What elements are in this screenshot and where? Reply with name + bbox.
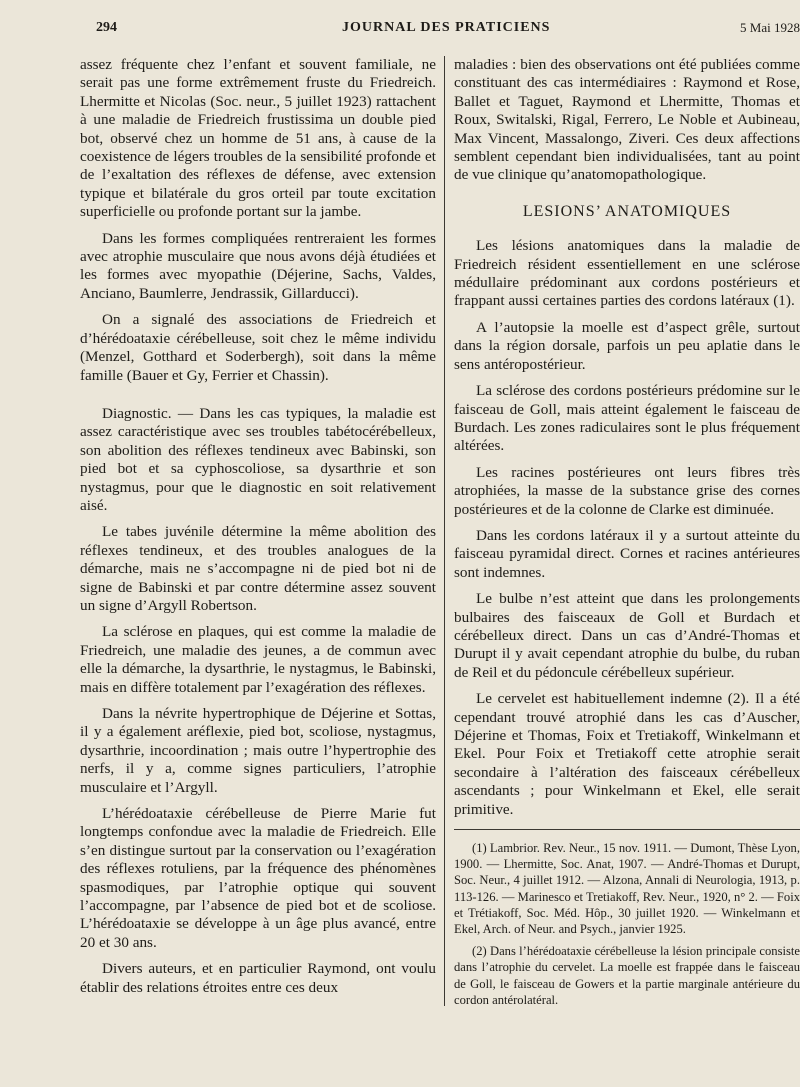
paragraph-nevrite: Dans la névrite hypertrophique de Déjerine et Sottas, il y a également aréflexie, pied bot, scoliose, nystagmus, dysarthrie, incoordination ; mais outre l’hypertrophie des nerfs, il y a, comme signes particuliers, l’atrophie musculaire et l’Argyll.: [80, 705, 436, 796]
paragraph-diagnostic: Diagnostic. — Dans les cas typiques, la maladie est assez caractéristique avec ses troubles tabétocérébelleux, son abolition des réflexes tendineux avec Babinski, son pied bot et sa cyphoscoliose, sa dysarthrie et son nystagmus, pour que le diagnostic en soit relativement aisé.: [80, 404, 436, 514]
column-divider: [444, 56, 445, 1006]
running-header: [86, 20, 800, 42]
paragraph-cas-intermediaires: maladies : bien des observations ont été publiées comme constituant des cas intermédiaires : Raymond et Rose, Ballet et Taguet, Raymond et Lhermitte, Thomas et Roux, Switalski, Rigal, Ferrero, Le Noble et Aubineau, Max Vincent, Massalongo, Ziveri. Ces deux affections semblent cependant bien individualisées, tant au point de vue clinique qu’anatomopathologique.: [454, 56, 800, 184]
paragraph-cervelet: Le cervelet est habituellement indemne (2). Il a été cependant trouvé atrophié dans les cas d’Auscher, Déjerine et Thomas, Foix et Tretiakoff, Winkelmann et Ekel. Pour Foix et Tretiakoff cette atrophie serait secondaire à l’altération des faisceaux cérébelleux ascendants ; pour Winkelmann et Ekel, elle serait primitive.: [454, 690, 800, 818]
paragraph-formes-compliquees: Dans les formes compliquées rentreraient les formes avec atrophie musculaire que nous avons déjà étudiées et les formes avec myopathie (Déjerine, Sachs, Valdes, Anciano, Baumlerre, Jendrassik, Gillarducci).: [80, 229, 436, 302]
paragraph-divers-auteurs: Divers auteurs, et en particulier Raymond, ont voulu établir des relations étroites entre ces deux: [80, 960, 436, 996]
paragraph-autopsie: A l’autopsie la moelle est d’aspect grêle, surtout dans la région dorsale, parfois un peu aplatie dans le sens antéropostérieur.: [454, 318, 800, 373]
page-number: 294: [96, 20, 117, 35]
paragraph-lhermitte-nicolas: assez fréquente chez l’enfant et souvent familiale, ne serait pas une forme extrêmement fruste du Friedreich. Lhermitte et Nicolas (Soc. neur., 5 juillet 1923) rattachent à une maladie de Friedreich frustissima un double pied bot, observé chez un homme de 51 ans, à cause de la coexistence de légers troubles de la sensibilité profonde et de l’exaltation des réflexes de défense, avec extension typique et bilatérale du gros orteil par toute excitation superficielle ou profonde portant sur la jambe.: [80, 56, 436, 221]
section-heading: LESIONS’ ANATOMIQUES: [522, 202, 732, 220]
paragraph-heredoataxie: L’hérédoataxie cérébelleuse de Pierre Marie fut longtemps confondue avec la maladie de Friedreich. Elle s’en distingue surtout par la conservation ou l’exagération des réflexes rotuliens, par la fréquence des phénomènes spasmodiques, par l’atrophie optique qui souvent l’accompagne, par l’absence de pied bot et de scoliose. L’hérédoataxie se développe à un âge plus avancé, entre 20 et 30 ans.: [80, 805, 436, 951]
right-column: [454, 56, 800, 1014]
paragraph-cordons-posterieurs: La sclérose des cordons postérieurs prédomine sur le faisceau de Goll, mais atteint également le faisceau de Burdach. Les zones radiculaires sont le plus fréquement altérées.: [454, 382, 800, 455]
footnote-2: (2) Dans l’hérédoataxie cérébelleuse la lésion principale consiste dans l’atrophie du cervelet. La moelle est frappée dans le faisceau de Goll, le faisceau de Gowers et la partie marginale antérieure du cordon antérolatéral.: [454, 944, 800, 1007]
paragraph-sclerose-plaques: La sclérose en plaques, qui est comme la maladie de Friedreich, une maladie des jeunes, a de commun avec elle la démarche, la dysarthrie, le nystagmus, le Babinski, mais en diffère totalement par l’exagération des réflexes.: [80, 623, 436, 696]
paragraph-bulbe: Le bulbe n’est atteint que dans les prolongements bulbaires des faisceaux de Goll et Burdach et cérébelleux direct. Dans un cas d’André-Thomas et Durupt il y avait cependant atrophie du bulbe, du ruban de Reil et du pédoncule cérébelleux supérieur.: [454, 590, 800, 681]
footnotes: [454, 829, 800, 1008]
journal-title: JOURNAL DES PRATICIENS: [342, 20, 551, 35]
issue-date: 5 Mai 1928: [740, 20, 800, 35]
paragraph-tabes-juvenile: Le tabes juvénile détermine la même abolition des réflexes tendineux, et des troubles analogues de la démarche, mais ne s’accompagne ni de pied bot ni de signe de Babinski et par contre détermine assez souvent un signe d’Argyll Robertson.: [80, 523, 436, 614]
footnote-1: (1) Lambrior. Rev. Neur., 15 nov. 1911. — Dumont, Thèse Lyon, 1900. — Lhermitte, Soc. Anat, 1907. — André-Thomas et Durupt, Soc. Neur., 4 juillet 1912. — Alzona, Annali di Neurologia, 1913, p. 113-126. — Marinesco et Tretiakoff, Rev. Neur., 1920, n° 2. — Foix et Trétiakoff, Soc. Méd. Hôp., 30 juillet 1920. — Winkelmann et Ekel, Arch. of Neur. and Psych., janvier 1925.: [454, 841, 800, 937]
left-column: [80, 56, 436, 1005]
paragraph-racines: Les racines postérieures ont leurs fibres très atrophiées, la masse de la substance grise des cornes postérieures et de la colonne de Clarke est diminuée.: [454, 463, 800, 518]
paragraph-lesions: Les lésions anatomiques dans la maladie de Friedreich résident essentiellement en une sclérose médullaire prédominant aux cordons postérieurs et frappant aussi certaines parties des cordons latéraux (1).: [454, 237, 800, 310]
paragraph-cordons-lateraux: Dans les cordons latéraux il y a surtout atteinte du faisceau pyramidal direct. Cornes et racines antérieures sont indemnes.: [454, 526, 800, 581]
paragraph-associations: On a signalé des associations de Friedreich et d’hérédoataxie cérébelleuse, soit chez le même individu (Menzel, Gotthard et Soderbergh), soit dans la même famille (Bauer et Gy, Ferrier et Chassin).: [80, 311, 436, 384]
